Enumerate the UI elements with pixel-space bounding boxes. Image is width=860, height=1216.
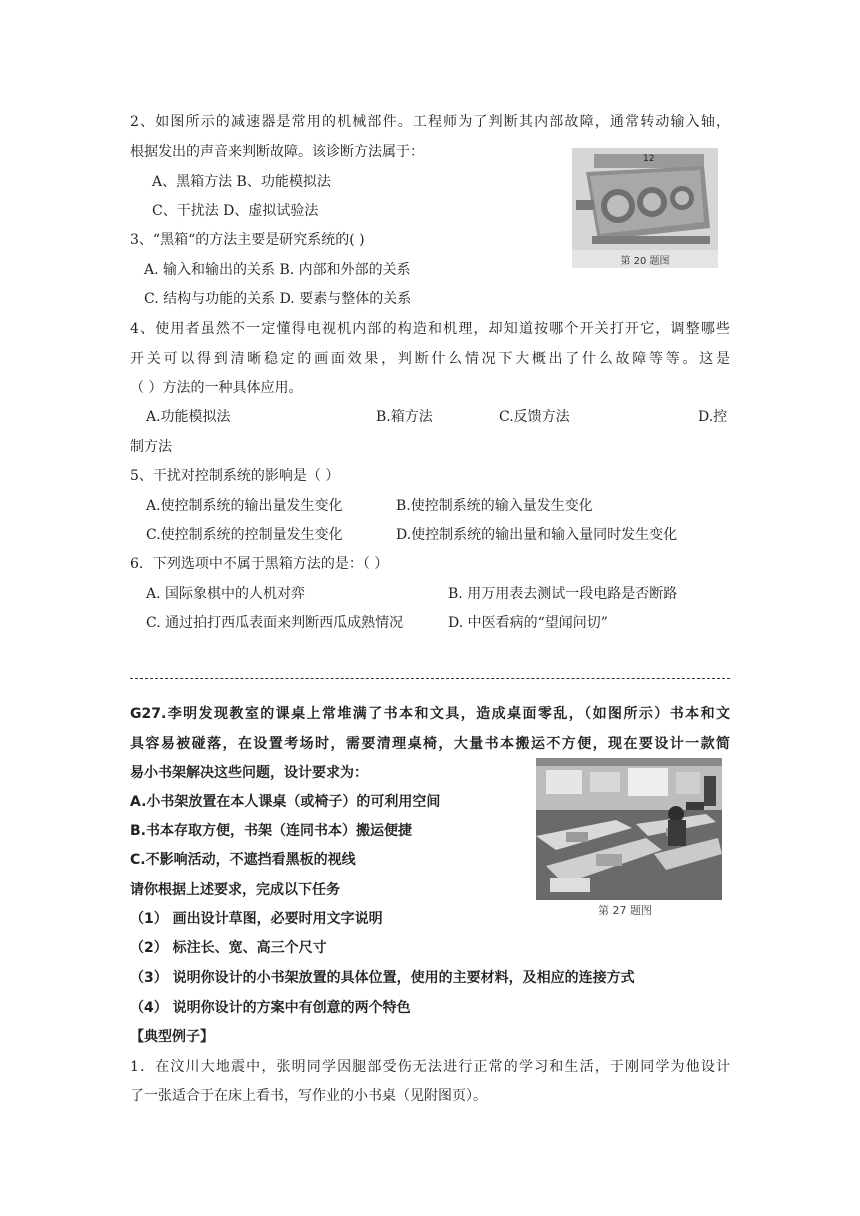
q6-stem: 6．下列选项中不属于黑箱方法的是：（ ） [130,556,389,572]
figure-20-caption: 第 20 题图 [620,256,670,267]
example-line-1: 1．在汶川大地震中，张明同学因腿部受伤无法进行正常的学习和生活，于刚同学为他设计 [130,1059,730,1075]
example-line-2: 了一张适合于在床上看书，写作业的小书桌（见附图页）。 [130,1088,487,1104]
q4-option-b: B.箱方法 [376,409,433,425]
g27-stem-line-2: 具容易被碰落，在设置考场时，需要清理桌椅，大量书本搬运不方便，现在要设计一款简 [130,736,730,752]
g27-requirement-a: A.小书架放置在本人课桌（或椅子）的可利用空间 [130,794,441,810]
q3-stem: 3、“黑箱“的方法主要是研究系统的( ) [130,232,365,248]
q5-stem: 5、干扰对控制系统的影响是（ ） [130,468,340,484]
q2-stem-line-1: 2、如图所示的减速器是常用的机械部件。工程师为了判断其内部故障，通常转动输入轴， [130,114,730,130]
example-heading: 【典型例子】 [130,1029,214,1045]
q4-option-d-continued: 制方法 [130,439,172,455]
reducer-figure [572,148,718,268]
q6-option-c: C. 通过拍打西瓜表面来判断西瓜成熟情况 [146,615,404,631]
section-divider [130,678,730,679]
g27-task-2: （2） 标注长、宽、高三个尺寸 [130,940,327,956]
g27-task-4: （4） 说明你设计的方案中有创意的两个特色 [130,1000,411,1016]
q3-options-cd: C. 结构与功能的关系 D. 要素与整体的关系 [144,291,412,307]
reducer-plate-label: 12 [643,154,655,164]
g27-task-1: （1） 画出设计草图，必要时用文字说明 [130,911,383,927]
figure-27-caption: 第 27 题图 [598,904,652,917]
q3-options-ab: A. 输入和输出的关系 B. 内部和外部的关系 [144,262,411,278]
q4-option-a: A.功能模拟法 [146,409,231,425]
classroom-photo [536,758,722,900]
q2-options-ab: A、黑箱方法 B、功能模拟法 [152,174,331,190]
q4-option-c: C.反馈方法 [499,409,570,425]
g27-requirement-b: B.书本存取方便，书架（连同书本）搬运便捷 [130,823,412,839]
q5-option-b: B.使控制系统的输入量发生变化 [396,498,593,514]
q4-stem-line-3: （ ）方法的一种具体应用。 [130,380,303,396]
q4-option-d: D.控 [698,409,728,425]
g27-requirement-c: C.不影响活动，不遮挡看黑板的视线 [130,852,356,868]
q4-stem-line-1: 4、使用者虽然不一定懂得电视机内部的构造和机理，却知道按哪个开关打开它，调整哪些 [130,321,730,337]
q5-option-c: C.使控制系统的控制量发生变化 [146,527,343,543]
q5-option-d: D.使控制系统的输出量和输入量同时发生变化 [396,527,678,543]
reducer-illustration [572,148,718,268]
q6-option-a: A. 国际象棋中的人机对弈 [146,586,306,602]
classroom-figure [536,758,722,922]
q6-option-d: D. 中医看病的“望闻问切” [448,615,608,631]
g27-stem-line-1: G27.李明发现教室的课桌上常堆满了书本和文具，造成桌面零乱，（如图所示）书本和文 [130,706,730,722]
q6-option-b: B. 用万用表去测试一段电路是否断路 [448,586,678,602]
q2-options-cd: C、干扰法 D、虚拟试验法 [152,203,319,219]
g27-task-3: （3） 说明你设计的小书架放置的具体位置，使用的主要材料，及相应的连接方式 [130,970,635,986]
g27-instruction: 请你根据上述要求，完成以下任务 [130,882,340,898]
q4-stem-line-2: 开关可以得到清晰稳定的画面效果，判断什么情况下大概出了什么故障等等。这是 [130,351,730,367]
q2-stem-line-2: 根据发出的声音来判断故障。该诊断方法属于： [130,144,424,160]
q5-option-a: A.使控制系统的输出量发生变化 [146,498,343,514]
g27-stem-line-3: 易小书架解决这些问题，设计要求为： [130,765,368,781]
